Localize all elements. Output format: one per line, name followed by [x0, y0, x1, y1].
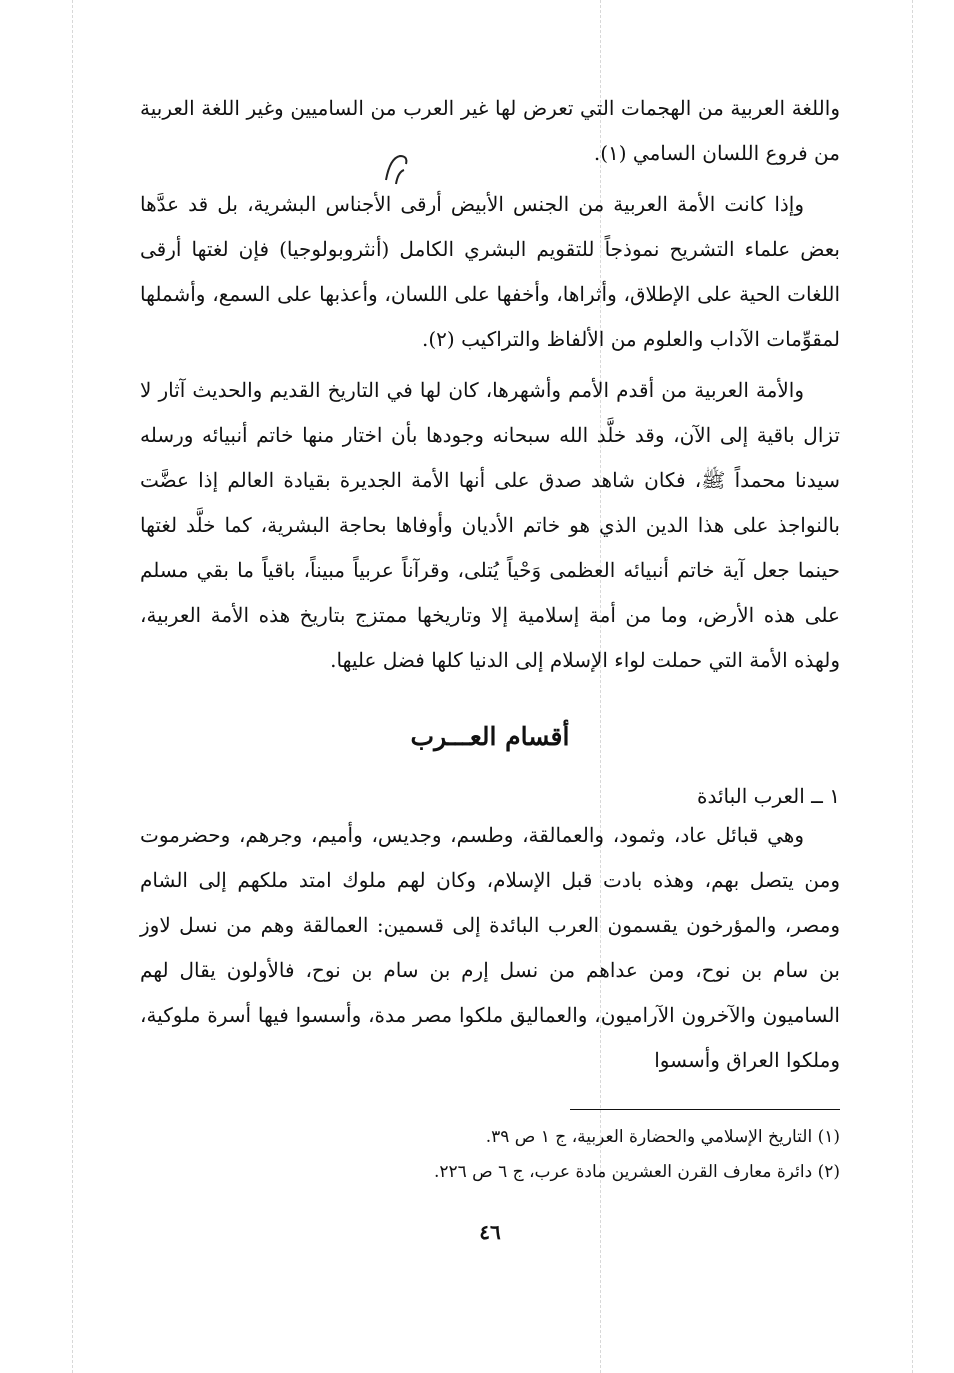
page-number: ٤٦	[479, 1220, 501, 1244]
book-page	[140, 86, 840, 1244]
scan-guide-line	[912, 0, 913, 1373]
paragraph: واللغة العربية من الهجمات التي تعرض لها غير العرب من الساميين وغير اللغة العربية من فروع اللسان السامي (١).	[140, 96, 840, 165]
footnote: (٢) دائرة معارف القرن العشرين مادة عرب، ج ٦ ص ٢٢٦.	[433, 1162, 840, 1182]
paragraph: وهي قبائل عاد، وثمود، والعمالقة، وطسم، وجديس، وأميم، وجرهم، وحضرموت ومن يتصل بهم، وهذه بادت قبل الإسلام، وكان لهم ملوك امتد ملكهم إلى الشام ومصر، والمؤرخون يقسمون العرب البائدة إلى قسمين: العمالقة وهم من نسل لاوز بن سام بن نوح، ومن عداهم من نسل إرم بن سام بن نوح، فالأولون يقال لهم الساميون والآخرون الآراميون، والعماليق ملكوا مصر مدة، وأسسوا فيها أسرة ملوكية، وملكوا العراق وأسسوا	[140, 823, 841, 1072]
footnote: (١) التاريخ الإسلامي والحضارة العربية، ج ١ ص ٣٩.	[485, 1127, 840, 1147]
subsection-heading: ١ ــ العرب البائدة	[696, 784, 840, 808]
section-heading: أقسام العـــرب	[410, 722, 570, 751]
scan-guide-line	[72, 0, 73, 1373]
paragraph: والأمة العربية من أقدم الأمم وأشهرها، كان لها في التاريخ القديم والحديث آثار لا تزال باقية إلى الآن، وقد خلَّد الله سبحانه وجودها بأن اختار منها خاتم أنبيائه ورسله سيدنا محمداً ﷺ، فكان شاهد صدق على أنها الأمة الجديرة بقيادة العالم إذا عضَّت بالنواجذ على هذا الدين الذي هو خاتم الأديان وأوفاها بحاجة البشرية، كما خلَّد لغتها حينما جعل آية خاتم أنبيائه العظمى وَحْياً يُتلى، وقرآناً عربياً مبيناً، باقياً ما بقي مسلم على هذه الأرض، وما من أمة إسلامية إلا وتاريخها ممتزج بتاريخ هذه الأمة العربية، ولهذه الأمة التي حملت لواء الإسلام إلى الدنيا كلها فضل عليها.	[140, 378, 840, 672]
footnote-divider	[570, 1109, 840, 1110]
paragraph: وإذا كانت الأمة العربية من الجنس الأبيض أرقى الأجناس البشرية، بل قد عدَّها بعض علماء التشريح نموذجاً للتقويم البشري الكامل (أنثروبولوجيا) فإن لغتها أرقى اللغات الحية على الإطلاق، وأثراها، وأخفها على اللسان، وأعذبها على السمع، وأشملها لمقوِّمات الآداب والعلوم من الألفاظ والتراكيب (٢).	[140, 192, 840, 351]
